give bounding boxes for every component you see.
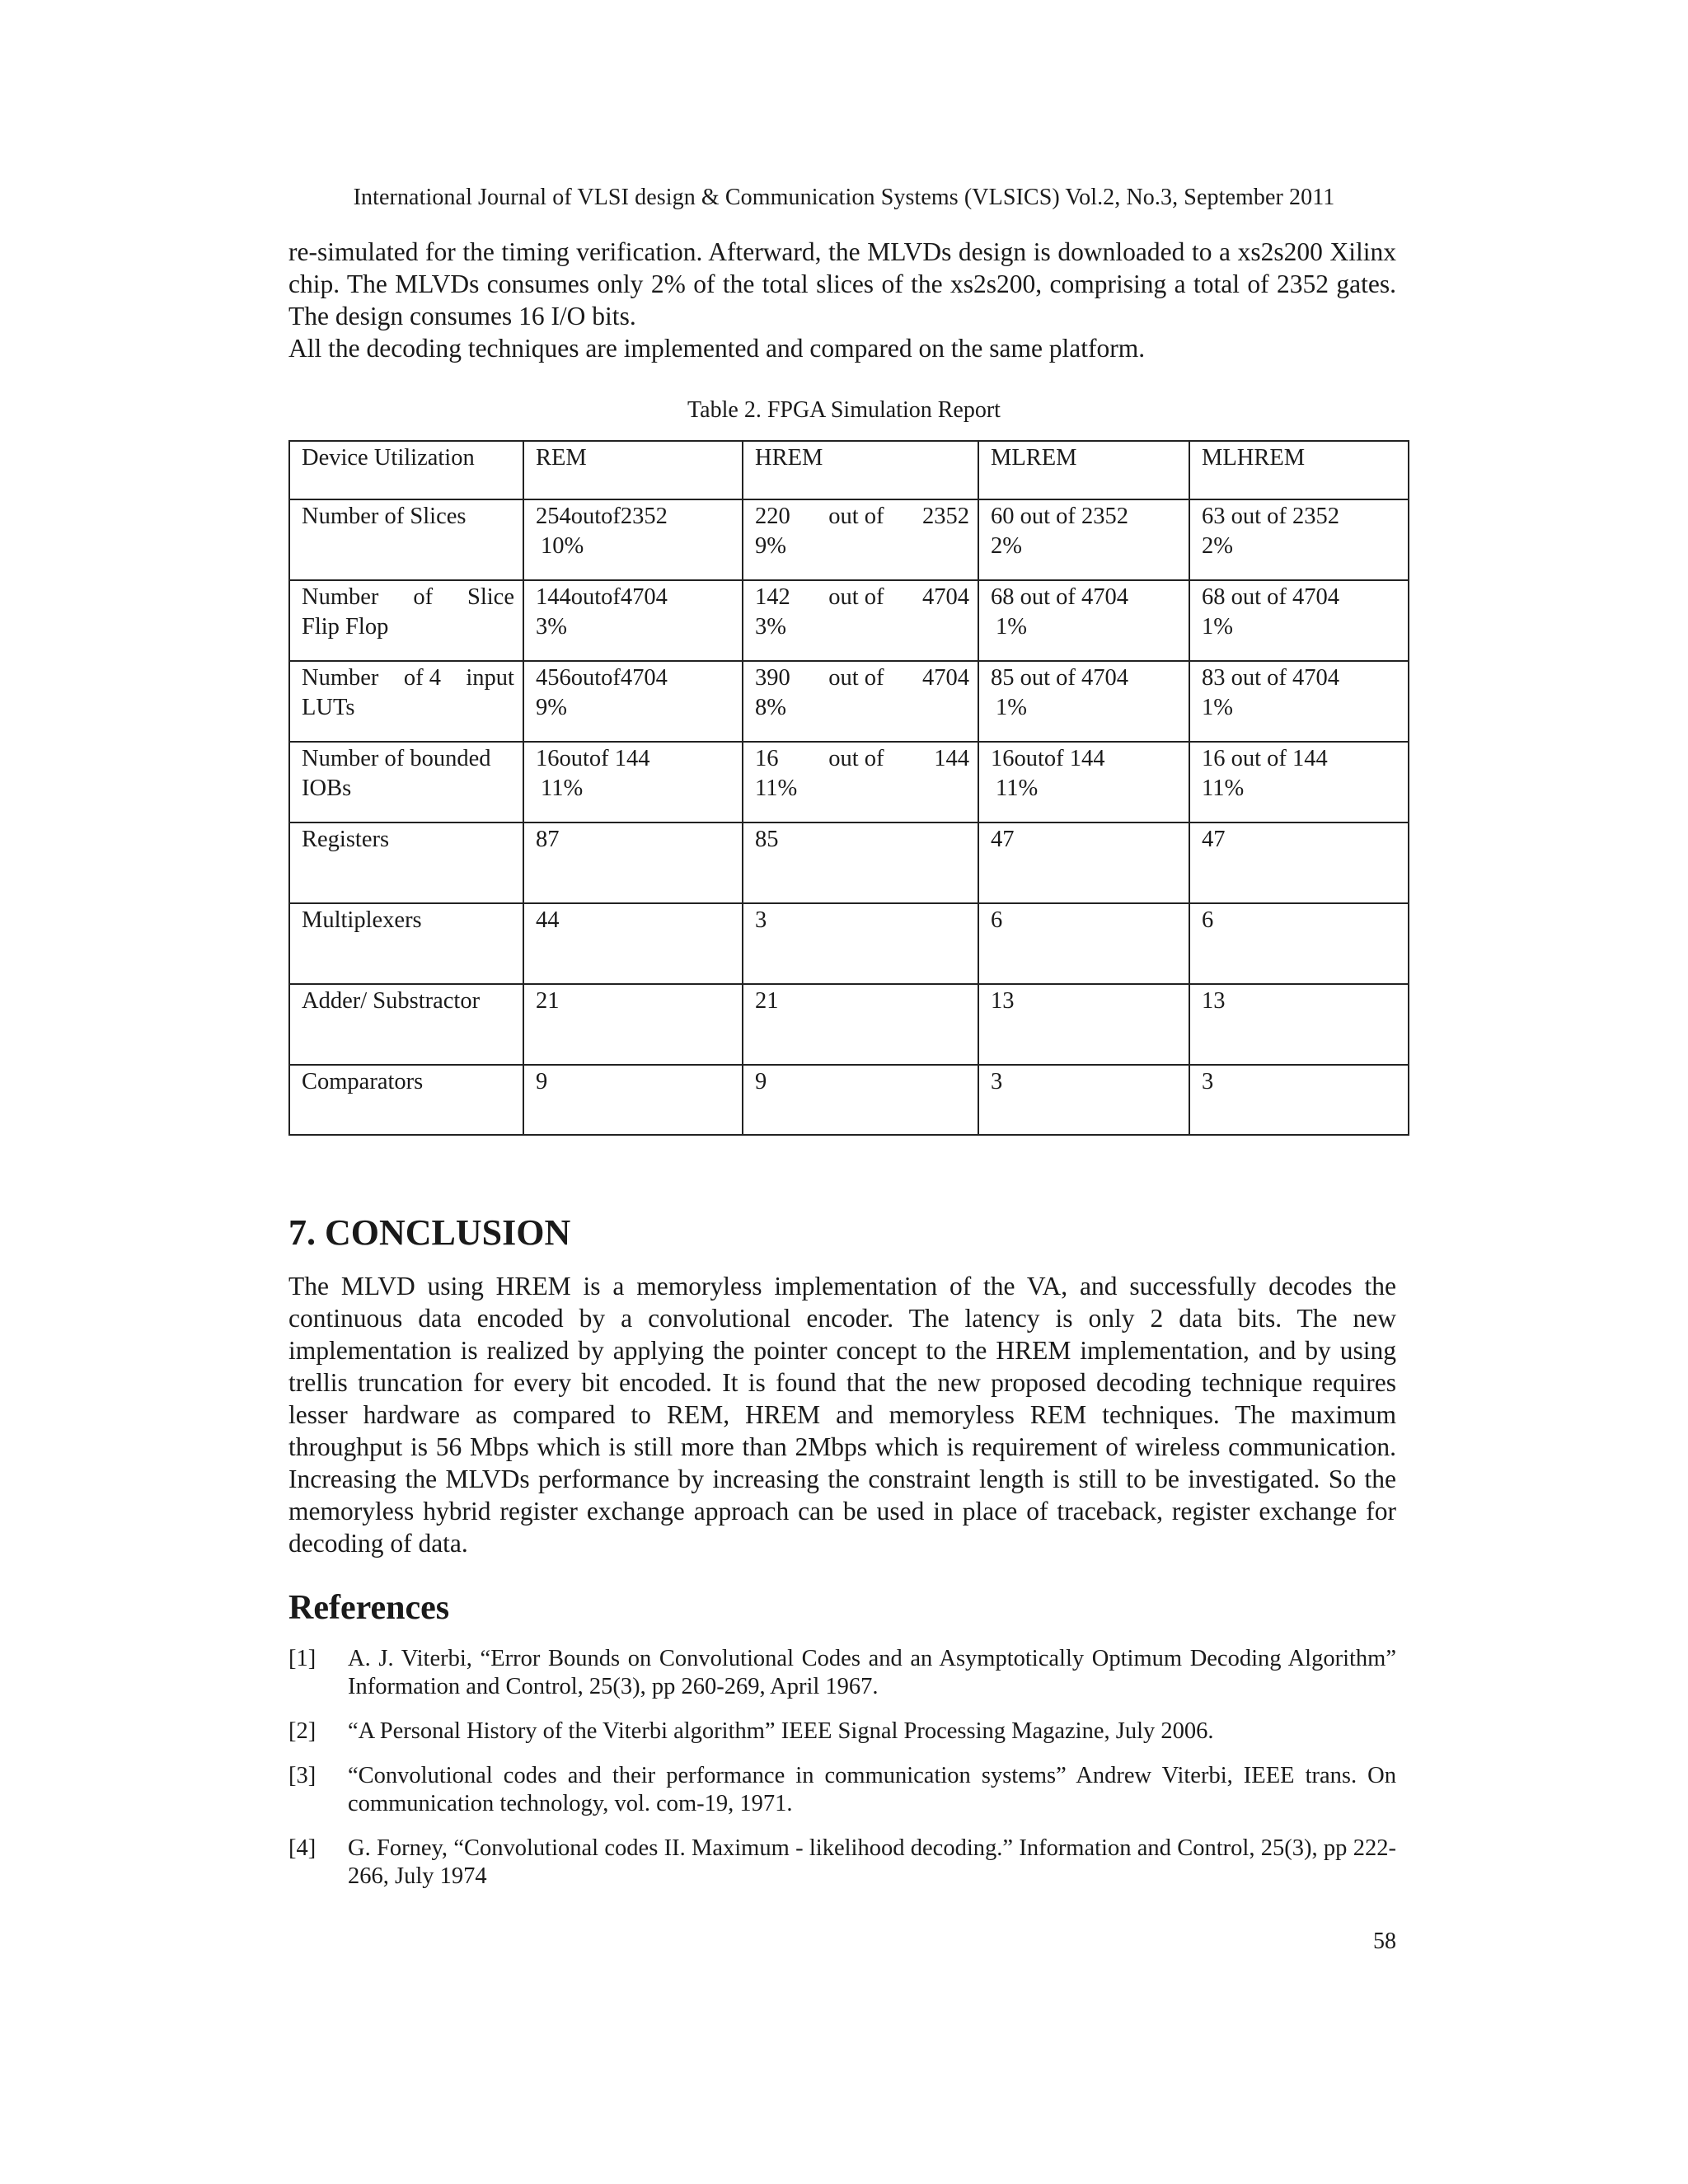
cell-mlhrem: 6	[1189, 903, 1409, 984]
header-cell: REM	[523, 441, 743, 499]
cell-mlrem: 6	[978, 903, 1189, 984]
intro-text-1: re-simulated for the timing verification. Afterward, the MLVDs design is downloaded to a xs2s200 Xilinx chip. The MLVDs consumes only 2% of the total slices of the xs2s200, comprising a total of 2352 gates. The design consumes 16 I/O bits.	[288, 237, 1396, 330]
reference-item	[288, 1645, 1396, 1701]
cell-mlrem: 47	[978, 823, 1189, 903]
table-header-row	[289, 441, 1409, 499]
cell-mlhrem: 16 out of 144 11%	[1189, 742, 1409, 823]
table-row	[289, 1065, 1409, 1135]
table-row	[289, 903, 1409, 984]
row-label: Number of bounded IOBs	[289, 742, 523, 823]
cell-hrem: 9	[743, 1065, 978, 1135]
reference-number: [4]	[288, 1835, 316, 1861]
reference-text: A. J. Viterbi, “Error Bounds on Convolutional Codes and an Asymptotically Optimum Decoding Algorithm” Information and Control, 25(3), pp 260-269, April 1967.	[348, 1646, 1396, 1699]
cell-mlhrem: 13	[1189, 984, 1409, 1065]
row-label: Adder/ Substractor	[289, 984, 523, 1065]
cell-mlrem: 68 out of 4704 1%	[978, 580, 1189, 661]
intro-text-2: All the decoding techniques are implemented and compared on the same platform.	[288, 334, 1146, 363]
cell-mlrem: 16outof 144 11%	[978, 742, 1189, 823]
reference-text: “A Personal History of the Viterbi algorithm” IEEE Signal Processing Magazine, July 2006.	[348, 1718, 1214, 1744]
reference-item	[288, 1718, 1396, 1746]
table-row	[289, 984, 1409, 1065]
journal-header: International Journal of VLSI design & Communication Systems (VLSICS) Vol.2, No.3, September 2011	[353, 185, 1335, 210]
table-caption: Table 2. FPGA Simulation Report	[687, 397, 1001, 423]
cell-rem: 16outof 144 11%	[523, 742, 743, 823]
cell-mlrem: 85 out of 4704 1%	[978, 661, 1189, 742]
header-cell: MLREM	[978, 441, 1189, 499]
intro-paragraph	[288, 236, 1396, 364]
table-row	[289, 499, 1409, 580]
cell-rem: 254outof2352 10%	[523, 499, 743, 580]
header-cell: MLHREM	[1189, 441, 1409, 499]
cell-mlhrem: 83 out of 4704 1%	[1189, 661, 1409, 742]
cell-mlrem: 13	[978, 984, 1189, 1065]
cell-rem: 44	[523, 903, 743, 984]
cell-rem: 456outof4704 9%	[523, 661, 743, 742]
cell-mlhrem: 3	[1189, 1065, 1409, 1135]
cell-rem: 21	[523, 984, 743, 1065]
references-list	[288, 1645, 1396, 1907]
references-heading: References	[288, 1589, 450, 1627]
row-label: Registers	[289, 823, 523, 903]
header-cell: Device Utilization	[289, 441, 523, 499]
conclusion-heading: 7. CONCLUSION	[288, 1212, 571, 1253]
row-label: Multiplexers	[289, 903, 523, 984]
cell-mlhrem: 68 out of 4704 1%	[1189, 580, 1409, 661]
cell-rem: 9	[523, 1065, 743, 1135]
reference-item	[288, 1835, 1396, 1891]
conclusion-paragraph	[288, 1270, 1396, 1559]
conclusion-text: The MLVD using HREM is a memoryless implementation of the VA, and successfully decodes the continuous data encoded by a convolutional encoder. The latency is only 2 data bits. The new implementation is realized by applying the pointer concept to the HREM implementation, and by using trellis truncation for every bit encoded. It is found that the new proposed decoding technique requires lesser hardware as compared to REM, HREM and memoryless REM techniques. The maximum throughput is 56 Mbps which is still more than 2Mbps which is requirement of wireless communication. Increasing the MLVDs performance by increasing the constraint length is still to be investigated. So the memoryless hybrid register exchange approach can be used in place of traceback, register exchange for decoding of data.	[288, 1272, 1396, 1558]
cell-hrem: 142 out of 4704 3%	[743, 580, 978, 661]
cell-hrem: 220 out of 2352 9%	[743, 499, 978, 580]
table-row	[289, 580, 1409, 661]
cell-rem: 144outof4704 3%	[523, 580, 743, 661]
cell-mlhrem: 63 out of 2352 2%	[1189, 499, 1409, 580]
page-number: 58	[1373, 1929, 1396, 1954]
cell-mlrem: 60 out of 2352 2%	[978, 499, 1189, 580]
row-label: Number of Slices	[289, 499, 523, 580]
reference-text: G. Forney, “Convolutional codes II. Maximum - likelihood decoding.” Information and Control, 25(3), pp 222-266, July 1974	[348, 1835, 1396, 1889]
header-cell: HREM	[743, 441, 978, 499]
reference-item	[288, 1762, 1396, 1818]
reference-number: [1]	[288, 1646, 316, 1671]
table-row	[289, 742, 1409, 823]
cell-hrem: 390 out of 4704 8%	[743, 661, 978, 742]
fpga-report-table	[288, 440, 1409, 1136]
row-label: Number of Slice Flip Flop	[289, 580, 523, 661]
cell-hrem: 3	[743, 903, 978, 984]
reference-number: [2]	[288, 1718, 316, 1744]
cell-mlhrem: 47	[1189, 823, 1409, 903]
reference-number: [3]	[288, 1763, 316, 1788]
cell-mlrem: 3	[978, 1065, 1189, 1135]
table-row	[289, 823, 1409, 903]
cell-hrem: 21	[743, 984, 978, 1065]
row-label: Comparators	[289, 1065, 523, 1135]
reference-text: “Convolutional codes and their performance in communication systems” Andrew Viterbi, IEEE trans. On communication technology, vol. com-19, 1971.	[348, 1763, 1396, 1816]
cell-hrem: 16 out of 144 11%	[743, 742, 978, 823]
table-row	[289, 661, 1409, 742]
cell-hrem: 85	[743, 823, 978, 903]
cell-rem: 87	[523, 823, 743, 903]
row-label: Number of 4 input LUTs	[289, 661, 523, 742]
